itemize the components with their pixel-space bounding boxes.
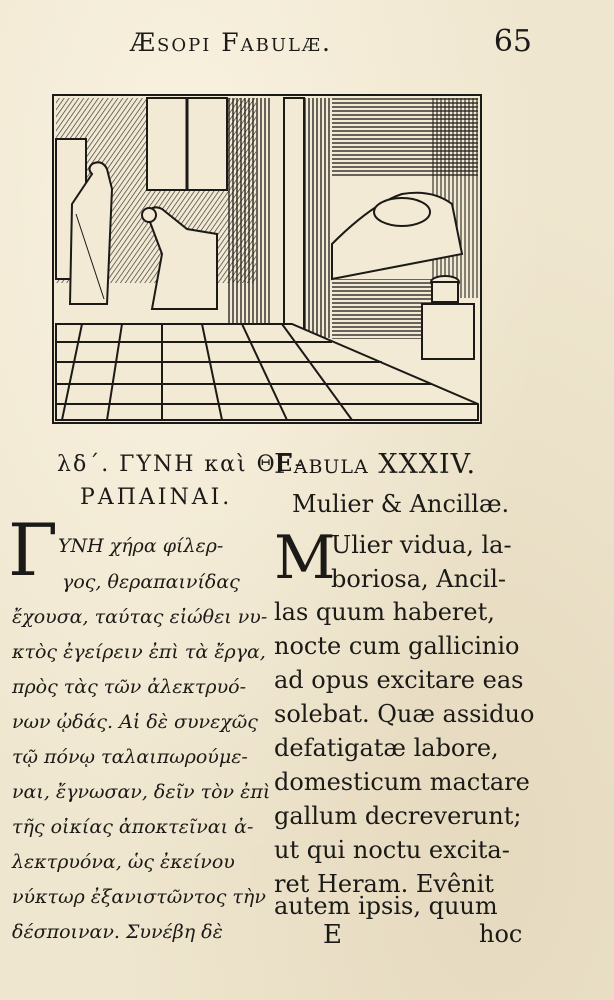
greek-text-line: νων ᾠδάς. Αἱ δὲ συνεχῶς [12, 711, 258, 733]
latin-text-line: ad opus excitare eas [274, 666, 524, 694]
running-head: Æsopi Fabulæ. [130, 28, 332, 57]
latin-fable-subheading: Mulier & Ancillæ. [292, 490, 510, 518]
greek-text-line: πρὸς τὰς τῶν ἀλεκτρυό- [12, 676, 247, 698]
latin-text-line: ut qui noctu excita- [274, 836, 510, 864]
greek-text-line: ναι, ἔγνωσαν, δεῖν τὸν ἐπὶ [12, 781, 271, 803]
greek-text-line: δέσποιναν. Συνέβη δὲ [12, 921, 223, 943]
latin-text-line: solebat. Quæ assiduo [274, 700, 535, 728]
greek-first-line: ΥΝΗ χήρα φίλερ- [58, 535, 224, 557]
greek-text-line: ἔχουσα, ταύτας εἰώθει νυ- [12, 606, 268, 628]
greek-text-line: γος, θεραπαινίδας [62, 571, 240, 593]
greek-fable-heading: λδ΄. ΓΥΝΗ καὶ ΘΕ- [57, 452, 305, 477]
latin-text-line: las quum haberet, [274, 598, 495, 626]
page-number: 65 [493, 24, 532, 59]
latin-text-line: gallum decreverunt; [274, 802, 522, 830]
signature-mark: E [323, 920, 342, 950]
catchword: hoc [479, 920, 523, 948]
woodcut-illustration [52, 94, 482, 424]
latin-text-line: ret Heram. Evênit [274, 870, 494, 898]
greek-text-line: λεκτρυόνα, ὡς ἐκείνου [12, 851, 235, 873]
greek-fable-heading-continued: ΡΑΠΑΙΝΑΙ. [80, 485, 233, 510]
greek-text-line: νύκτωρ ἐξανιστῶντος τὴν [12, 886, 266, 908]
greek-text-line: κτὸς ἐγείρειν ἐπὶ τὰ ἔργα, [12, 641, 266, 663]
latin-fable-heading: Fabula XXXIV. [274, 449, 477, 480]
latin-text-line: autem ipsis, quum [274, 892, 498, 920]
latin-text-line: defatigatæ labore, [274, 734, 499, 762]
latin-text-line: nocte cum gallicinio [274, 632, 520, 660]
greek-drop-cap: Γ [8, 508, 58, 592]
greek-text-line: τῆς οἰκίας ἀποκτεῖναι ἀ- [12, 816, 254, 838]
latin-text-line: domesticum mactare [274, 768, 530, 796]
latin-drop-cap: M [274, 523, 336, 593]
latin-text-line: Ulier vidua, la- [331, 531, 512, 559]
latin-text-line: boriosa, Ancil- [331, 565, 506, 593]
greek-text-line: τῷ πόνῳ ταλαιπωρούμε- [12, 746, 248, 768]
